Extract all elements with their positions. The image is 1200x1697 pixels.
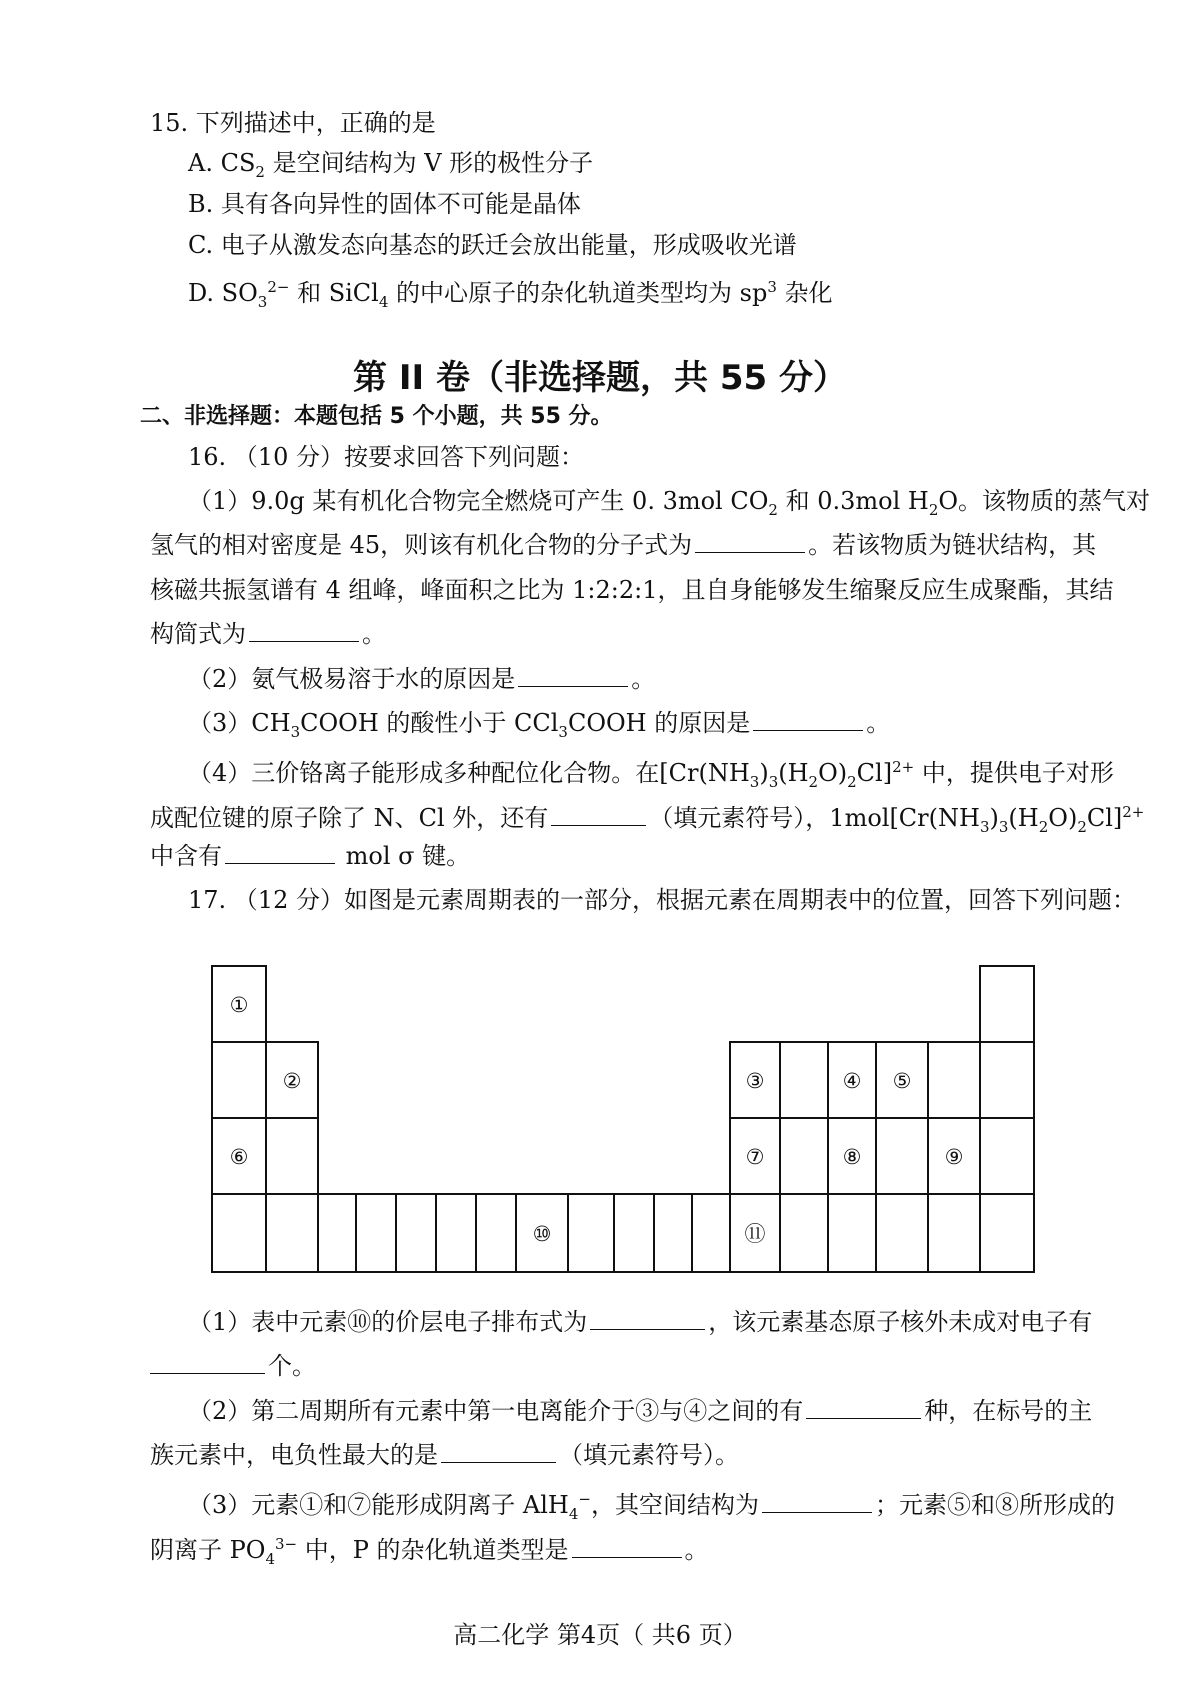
cell-r4-g4: [356, 1194, 396, 1272]
element-label-6: ⑥: [229, 1145, 249, 1169]
q17-part3-line2: 阴离子 $PO_4^{3-}$ 中，P 的杂化轨道类型是 。: [150, 1535, 709, 1568]
cell-r4-g5: [396, 1194, 436, 1272]
q16-part4-line3: 中含有 mol σ 键。: [150, 842, 471, 870]
cell-r4-g11: [654, 1194, 692, 1272]
cell-r4-g1: [212, 1194, 266, 1272]
cell-r4-g6: [436, 1194, 476, 1272]
answer-blank[interactable]: [590, 1307, 705, 1330]
cell-r2-g17: [928, 1042, 980, 1118]
answer-blank[interactable]: [572, 1535, 682, 1558]
cell-r3-g18: [980, 1118, 1034, 1194]
cell-r2-g1: [212, 1042, 266, 1118]
element-label-9: ⑨: [944, 1145, 964, 1169]
element-label-3: ③: [745, 1069, 765, 1093]
element-label-7: ⑦: [745, 1145, 765, 1169]
element-label-11: ⑪: [744, 1222, 766, 1246]
section-title: 第 II 卷（非选择题，共 55 分）: [353, 358, 847, 398]
q15-option-b: B. 具有各向异性的固体不可能是晶体: [188, 190, 581, 218]
cell-r2-g14: [780, 1042, 828, 1118]
section-note: 二、非选择题：本题包括 5 个小题，共 55 分。: [140, 404, 613, 429]
cell-r3-g2: [266, 1118, 318, 1194]
q16-part1-line4: 构简式为 。: [150, 620, 386, 648]
q16-part3: $(3)CH_3COOH$ 的酸性小于 CCl$_3$COOH 的原因是 。: [188, 709, 891, 741]
element-label-1: ①: [229, 993, 249, 1017]
cell-r3-g14: [780, 1118, 828, 1194]
cell-r3-g16: [876, 1118, 928, 1194]
q16-part4-line1: （4）三价铬离子能形成多种配位化合物。在$[Cr(NH_3)_3(H_2O)_2Cl]^{2+}$ 中，提供电子对形: [188, 758, 1114, 791]
q17-part2-line2: 族元素中，电负性最大的是 （填元素符号）。: [150, 1441, 739, 1469]
cell-r4-g10: [614, 1194, 654, 1272]
q17-part1-line2: 个。: [150, 1351, 316, 1381]
element-label-8: ⑧: [842, 1145, 862, 1169]
q17-part3-line1: （3）元素①和⑦能形成阴离子 AlH$_4$−，其空间结构为 ；元素⑤和⑧所形成的: [188, 1490, 1115, 1523]
q17-head: 17. （12 分）如图是元素周期表的一部分，根据元素在周期表中的位置，回答下列问题：: [188, 886, 1136, 914]
q15-option-a: A. $CS_2$ 是空间结构为 V 形的极性分子: [188, 149, 594, 181]
q16-part1-line2: 氢气的相对密度是 45，则该有机化合物的分子式为 。若该物质为链状结构，其: [150, 531, 1097, 559]
q17-part2-line1: （2）第二周期所有元素中第一电离能介于③与④之间的有 种，在标号的主: [188, 1397, 1093, 1425]
cell-r4-g18: [980, 1194, 1034, 1272]
answer-blank[interactable]: [150, 1351, 265, 1374]
element-label-2: ②: [282, 1069, 302, 1093]
cell-r4-g2: [266, 1194, 318, 1272]
q16-part2: （2）氨气极易溶于水的原因是 。: [188, 665, 656, 693]
q15-stem: 15. 下列描述中，正确的是: [150, 109, 436, 137]
q16-part1-line1: （1）9.0g 某有机化合物完全燃烧可产生 0. 3mol $CO_2$ 和 0.3mol $H_2O$。该物质的蒸气对: [188, 487, 1151, 519]
element-label-10: ⑩: [532, 1222, 552, 1246]
cell-r4-g15: [828, 1194, 876, 1272]
cell-r4-g17: [928, 1194, 980, 1272]
cell-r4-g7: [476, 1194, 516, 1272]
cell-r1-g18: [980, 966, 1034, 1042]
cell-r4-g3: [318, 1194, 356, 1272]
cell-r4-g9: [568, 1194, 614, 1272]
cell-r4-g16: [876, 1194, 928, 1272]
q17-part1-line1: （1）表中元素⑩的价层电子排布式为 ，该元素基态原子核外未成对电子有: [188, 1308, 1093, 1336]
element-label-4: ④: [842, 1069, 862, 1093]
q16-part1-line3: 核磁共振氢谱有 4 组峰，峰面积之比为 1:2:2:1，且自身能够发生缩聚反应生成聚酯，其结: [150, 576, 1114, 604]
answer-blank[interactable]: [762, 1490, 872, 1513]
element-label-5: ⑤: [892, 1069, 912, 1093]
page-footer: 高二化学 第4页（ 共6 页）: [453, 1621, 747, 1649]
q15-option-c: C. 电子从激发态向基态的跃迁会放出能量，形成吸收光谱: [188, 231, 797, 259]
cell-r2-g18: [980, 1042, 1034, 1118]
q16-head: 16. （10 分）按要求回答下列问题：: [188, 443, 584, 471]
cell-r4-g12: [692, 1194, 730, 1272]
answer-blank[interactable]: [806, 1396, 921, 1419]
cell-r4-g14: [780, 1194, 828, 1272]
q15-option-d: D. $SO_3^{2-}$ 和 SiCl$_4$ 的中心原子的杂化轨道类型均为 $sp^3$ 杂化: [188, 278, 833, 311]
answer-blank[interactable]: [441, 1440, 556, 1463]
q16-part4-line2: 成配位键的原子除了 N、Cl 外，还有 （填元素符号），$1mol[Cr(NH_3)_3(H_2O)_2Cl]^{2+}$: [150, 803, 1145, 836]
